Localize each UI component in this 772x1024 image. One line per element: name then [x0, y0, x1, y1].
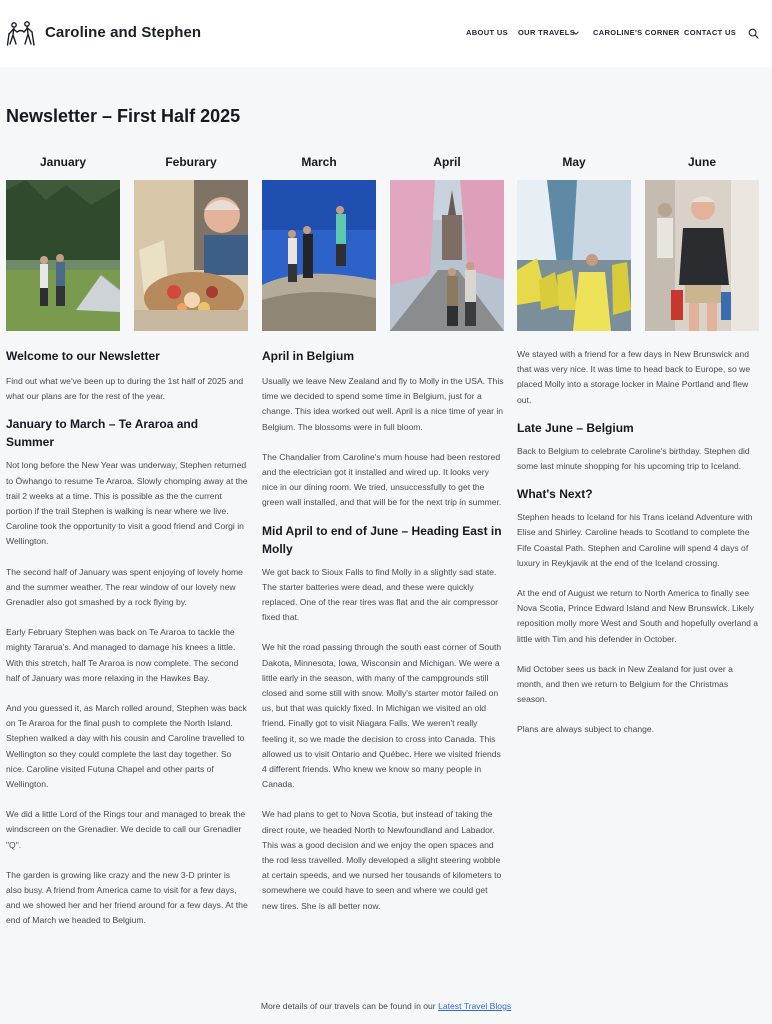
travel-blogs-note [0, 1001, 772, 1011]
nav-about-us[interactable]: ABOUT US [466, 28, 508, 37]
jan-mar-paragraph: And you guessed it, as March rolled around, Stephen was back on Te Araroa for the final push to complete the North Island. Stephen walked a day with his cousin and Caroline travelled to Wellington so they could complete the last day together. So nice. Caroline visited Futuna Chapel and other parts of Wellington. [6, 703, 247, 790]
april-heading: April in Belgium [262, 349, 355, 363]
search-icon[interactable] [748, 28, 759, 39]
chevron-down-icon[interactable] [572, 29, 580, 37]
month-february: Feburary [165, 155, 217, 169]
late-june-paragraph: Back to Belgium to celebrate Caroline's birthday. Stephen did some last minute shopping for his upcoming trip to Iceland. [517, 445, 750, 472]
whats-next-heading: What's Next? [517, 487, 593, 502]
mid-april-paragraph: We hit the road passing through the south east corner of South Dakota, Minnesota, Iowa, Wisconsin and Michigan. We were a little early in the season, with many of the campgrounds still closed and some still with snow. Molly's starter motor failed on us, but that was quickly fixed. In Michigan we visited an old friend. Finally got to visit Niagara Falls. We weren't really feeling it, so we made the decision to cross into Canada. This allowed us to visit Ontario and Québec. Here we visited friends 4 different friends. Who knew we know so many people in Canada. [262, 642, 502, 790]
photo-march[interactable] [262, 180, 376, 331]
nav-our-travels[interactable] [518, 28, 575, 37]
photo-june[interactable] [645, 180, 759, 331]
column-3 [517, 347, 759, 738]
whats-next-paragraph: Stephen heads to Iceland for his Trans iceland Adventure with Elise and Shirley. Caroline heads to Scotland to complete the Fife Coastal Path. Stephen and Caroline will spend 4 days of luxury in Reykjavik at the end of the Iceland crossing. [517, 512, 753, 568]
jan-mar-paragraph: Early February Stephen was back on Te Araroa to tackle the mighty Tararua's. And managed to damage his knees a little. With this stretch, half Te Araroa is now complete. The second half of January was more relaxing in the Hawkes Bay. [6, 627, 239, 683]
travel-blogs-text: More details of our travels can be found in our [260, 1001, 436, 1011]
jan-mar-paragraph: The second half of January was spent enjoying of lovely home and the summer weather. The rear window of our lovely new Grenadier also got smashed by a rock flying by. [6, 566, 243, 608]
hikers-logo-icon[interactable] [6, 19, 36, 47]
jan-mar-paragraph: The garden is growing like crazy and the new 3-D printer is also busy. A friend from America came to visit for a few days, and we showed her and her friend around for a few days. At the end of March we headed to Belgium. [6, 869, 248, 926]
month-march: March [301, 155, 337, 169]
column-2 [262, 347, 504, 914]
site-header [0, 0, 772, 67]
month-june: June [687, 155, 716, 169]
page-title: Newsletter – First Half 2025 [6, 106, 241, 126]
new-brunswick-paragraph: We stayed with a friend for a few days in New Brunswick and that was very nice. It was time to head back to Europe, so we placed Molly into a storage locker in Maine Portland and flew out. [517, 349, 751, 405]
nav-our-travels-label: OUR TRAVELS [518, 28, 576, 37]
whats-next-paragraph: Plans are always subject to change. [517, 724, 655, 735]
main-nav [466, 28, 746, 40]
jan-mar-heading: January to March – Te Araroa and Summer [6, 417, 199, 450]
nav-contact-us[interactable]: CONTACT US [684, 28, 737, 37]
welcome-heading: Welcome to our Newsletter [6, 349, 160, 363]
april-paragraph: Usually we leave New Zealand and fly to Molly in the USA. This time we decided to spend some time in Belgium, just for a change. This idea worked out well. April is a nice time of year in Belgium. The blossoms were in full bloom. [262, 376, 504, 432]
whats-next-paragraph: Mid October sees us back in New Zealand for just over a month, and then we return to Belgium for the Christmas season. [517, 663, 733, 705]
month-may: May [562, 155, 586, 169]
photo-january[interactable] [6, 180, 120, 331]
month-january: January [39, 155, 87, 169]
photo-may[interactable] [517, 180, 631, 331]
welcome-text: Find out what we've been up to during the 1st half of 2025 and what our plans are for the rest of the year. [6, 376, 244, 402]
photo-april[interactable] [390, 180, 504, 331]
latest-travel-blogs-link[interactable]: Latest Travel Blogs [438, 1001, 512, 1011]
mid-april-paragraph: We got back to Sioux Falls to find Molly in a slightly sad state. The starter batteries were dead, and these were quickly replaced. One of the rear tires was flat and the air compressor fixed that. [262, 566, 498, 623]
site-title[interactable]: Caroline and Stephen [45, 24, 202, 41]
whats-next-paragraph: At the end of August we return to North America to finally see Nova Scotia, Prince Edward Island and New Brunswick. Likely reposition molly more West and South and hopefully overland a little with Tim and his defender in October. [517, 588, 759, 644]
late-june-heading: Late June – Belgium [517, 420, 634, 435]
photo-february[interactable] [134, 180, 248, 331]
month-april: April [433, 155, 461, 169]
column-1 [6, 347, 248, 929]
jan-mar-paragraph: We did a little Lord of the Rings tour and managed to break the windscreen on the Grenadier. We decide to call our Grenadier "Q". [6, 809, 246, 850]
jan-mar-paragraph: Not long before the New Year was underway, Stephen returned to Ōwhango to resume Te Araroa. Slowly chomping away at the trail 2 weeks at a time. This is possible as the the current portion if the trail Stephen is walking is near where we live. Caroline took the opportunity to visit a good friend and Corgi in Wellington. [6, 460, 248, 547]
mid-april-paragraph: We had plans to get to Nova Scotia, but instead of taking the direct route, we headed North to Newfoundland and Labador. This was a good decision and we enjoy the open spaces and the rod less travelled. Molly developed a slight steering wobble at certain speeds, and we nursed her tousands of kilometers to somewhere we could have to seen and where we could get new tires. She is all better now. [262, 809, 502, 911]
april-paragraph: The Chandalier from Caroline's mum house had been restored and the electrician got it installed and wired up. It looks very nice in our dining room. We tried, unsuccessfully to get the green wall installed, and that will be for the next trip in summer. [262, 451, 502, 508]
mid-april-heading: Mid April to end of June – Heading East in Molly [262, 523, 502, 556]
nav-carolines-corner[interactable]: CAROLINE'S CORNER [593, 28, 680, 37]
